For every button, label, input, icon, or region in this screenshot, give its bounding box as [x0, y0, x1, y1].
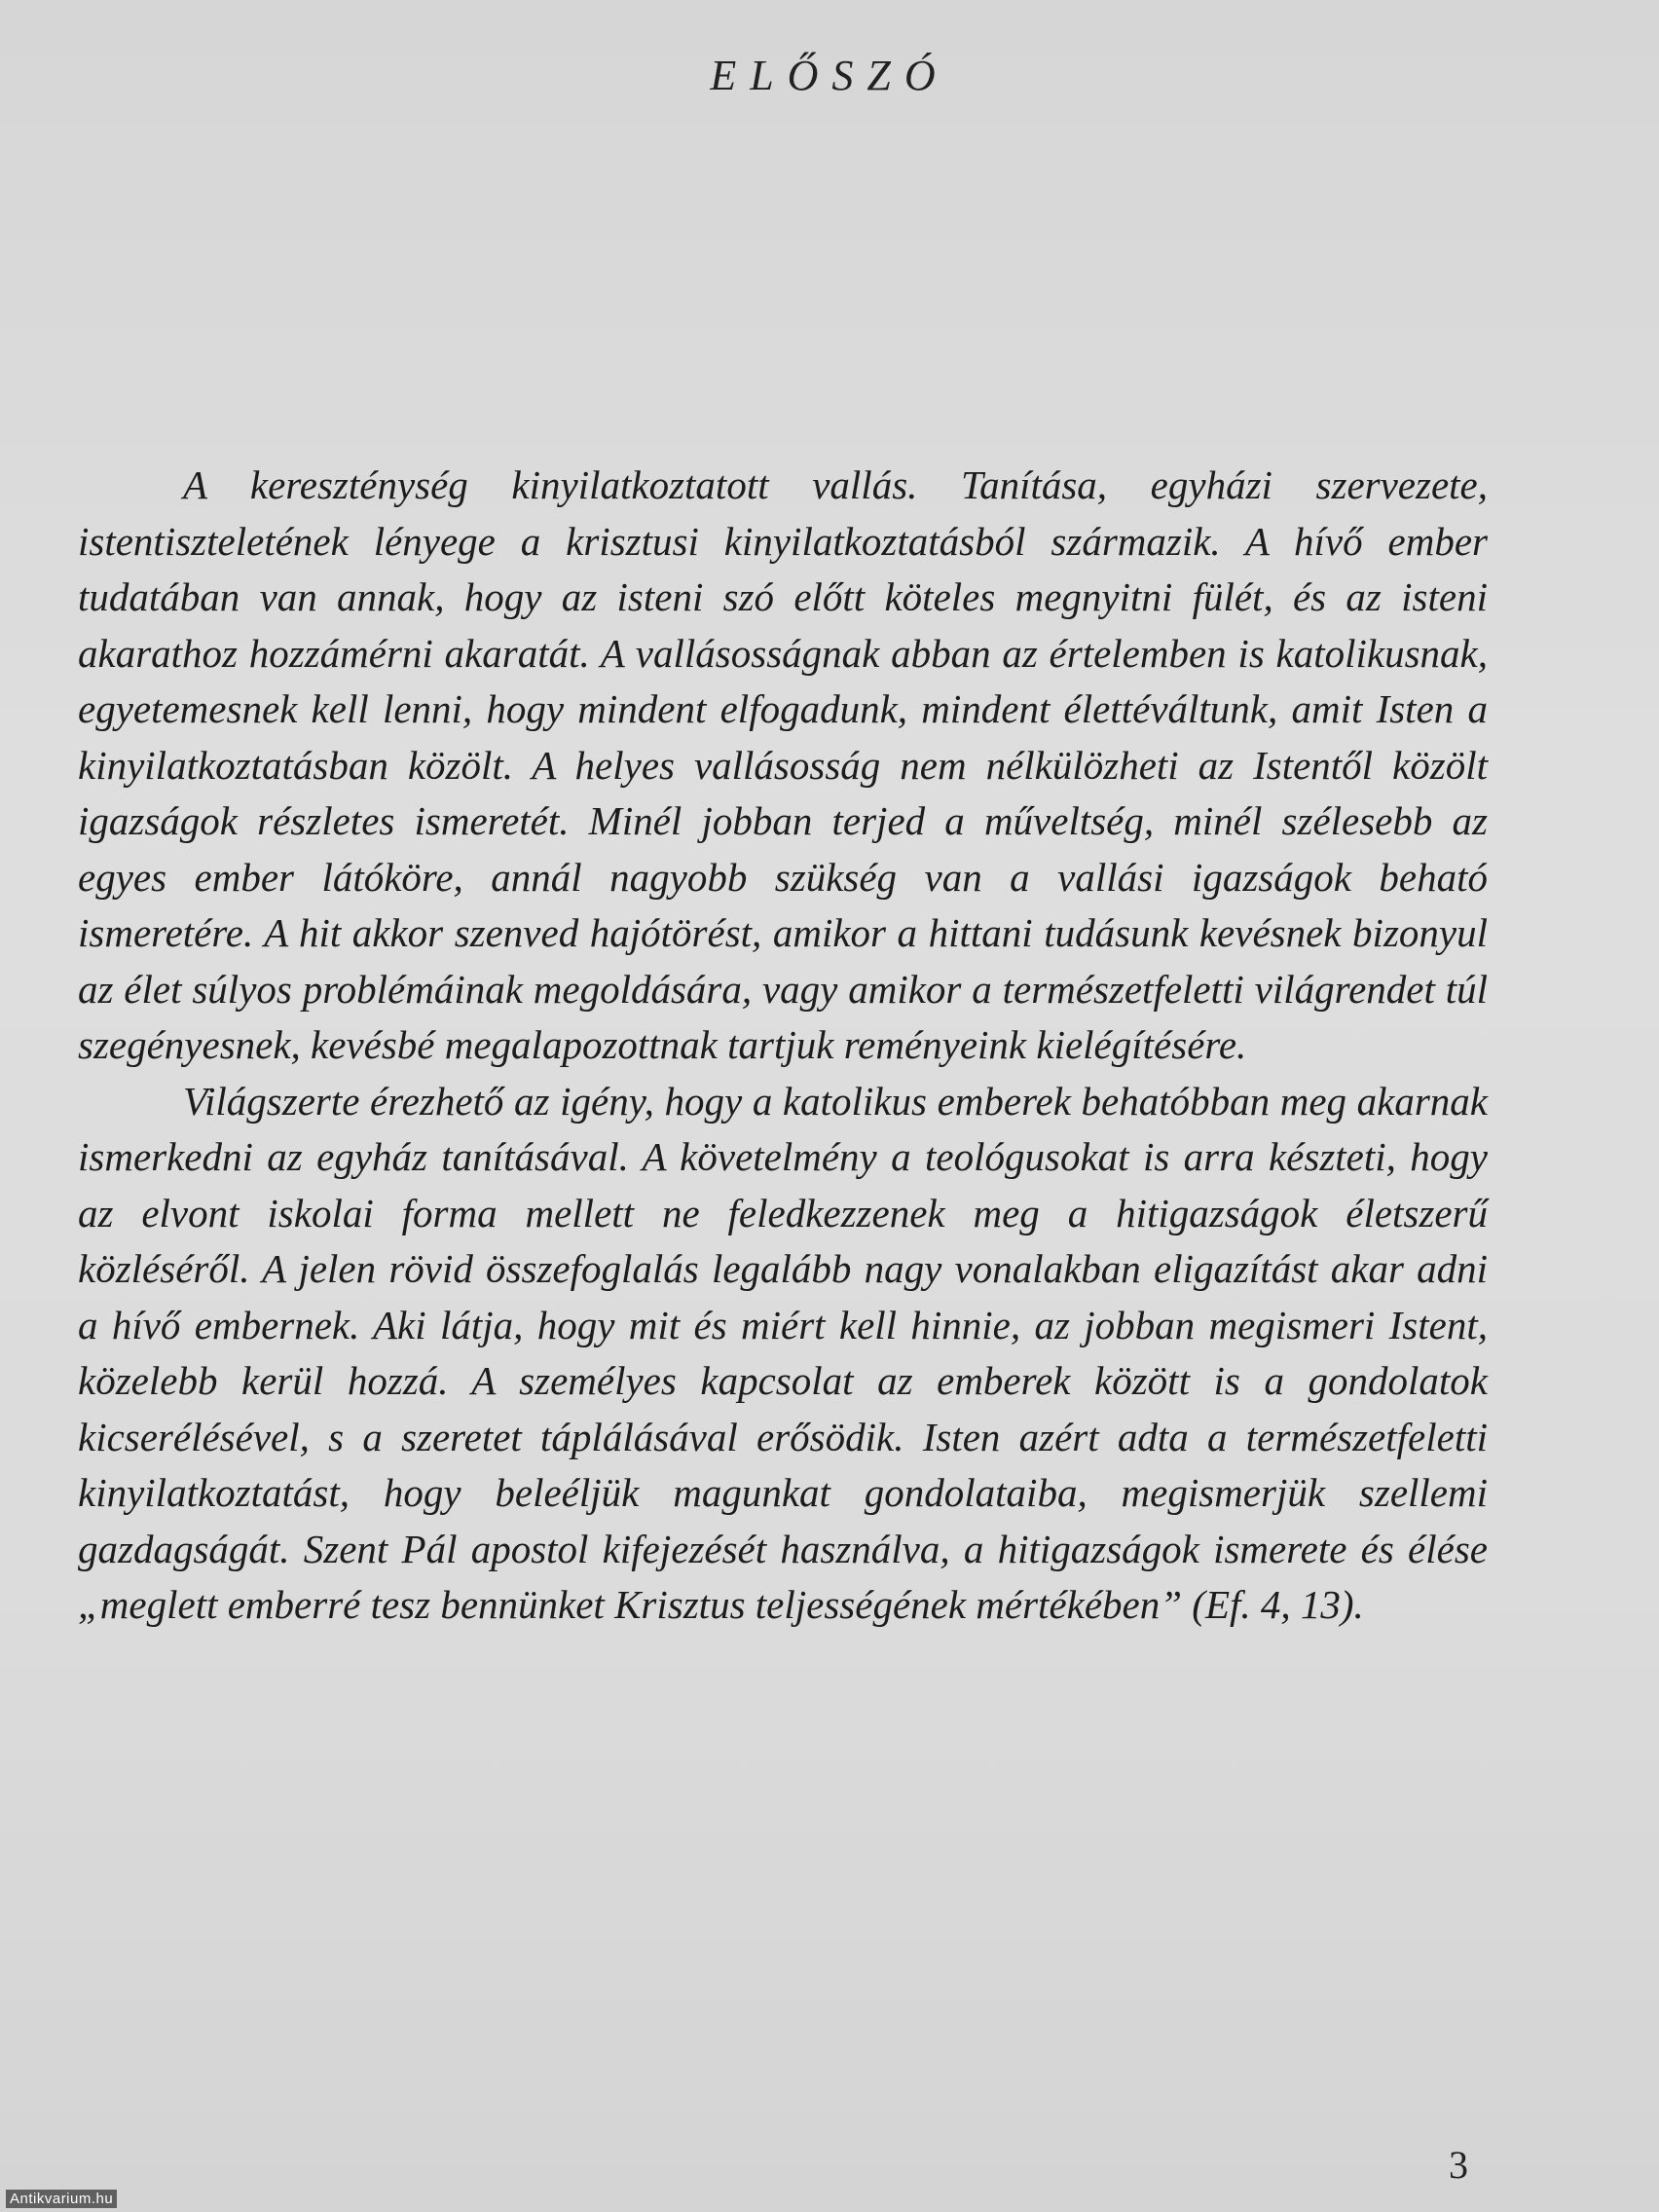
paragraph-2: Világszerte érezhető az igény, hogy a katolikus emberek behatóbban meg akarnak ismerkedni az egyház tanításával. A követelmény a teológusokat is arra készteti, hogy az elvont iskolai forma mellett ne feledkezzenek meg a hitigazságok életszerű közléséről. A jelen rövid összefoglalás legalább nagy vonalakban eligazítást akar adni a hívő embernek. Aki látja, hogy mit és miért kell hinnie, az jobban megismeri Istent, közelebb kerül hozzá. A személyes kapcsolat az emberek között is a gondolatok kicserélésével, s a szeretet táplálásával erősödik. Isten azért adta a természetfeletti kinyilatkoztatást, hogy beleéljük magunkat gondolataiba, megismerjük szellemi gazdagságát. Szent Pál apostol kifejezését használva, a hitigazságok ismerete és élése „meglett emberré tesz bennünket Krisztus teljességének mértékében” (Ef. 4, 13). — [78, 1078, 1488, 1627]
page-title: ELŐSZÓ — [710, 52, 949, 99]
watermark: Antikvarium.hu — [6, 2190, 117, 2208]
page-number: 3 — [1449, 2143, 1468, 2187]
body-text — [78, 458, 1488, 1634]
paragraph-1: A kereszténység kinyilatkoztatott vallás. Tanítása, egyházi szervezete, istentiszteletének lényege a krisztusi kinyilatkoztatásból származik. A hívő ember tudatában van annak, hogy az isteni szó előtt köteles megnyitni fülét, és az isteni akarathoz hozzámérni akaratát. A vallásosságnak abban az értelemben is katolikusnak, egyetemesnek kell lenni, hogy mindent elfogadunk, mindent élettéváltunk, amit Isten a kinyilatkoztatásban közölt. A helyes vallásosság nem nélkülözheti az Istentől közölt igazságok részletes ismeretét. Minél jobban terjed a műveltség, minél szélesebb az egyes ember látóköre, annál nagyobb szükség van a vallási igazságok beható ismeretére. A hit akkor szenved hajótörést, amikor a hittani tudásunk kevésnek bizonyul az élet súlyos problémáinak megoldására, vagy amikor a természetfeletti világrendet túl szegényesnek, kevésbé megalapozottnak tartjuk reményeink kielégítésére. — [78, 462, 1488, 1067]
